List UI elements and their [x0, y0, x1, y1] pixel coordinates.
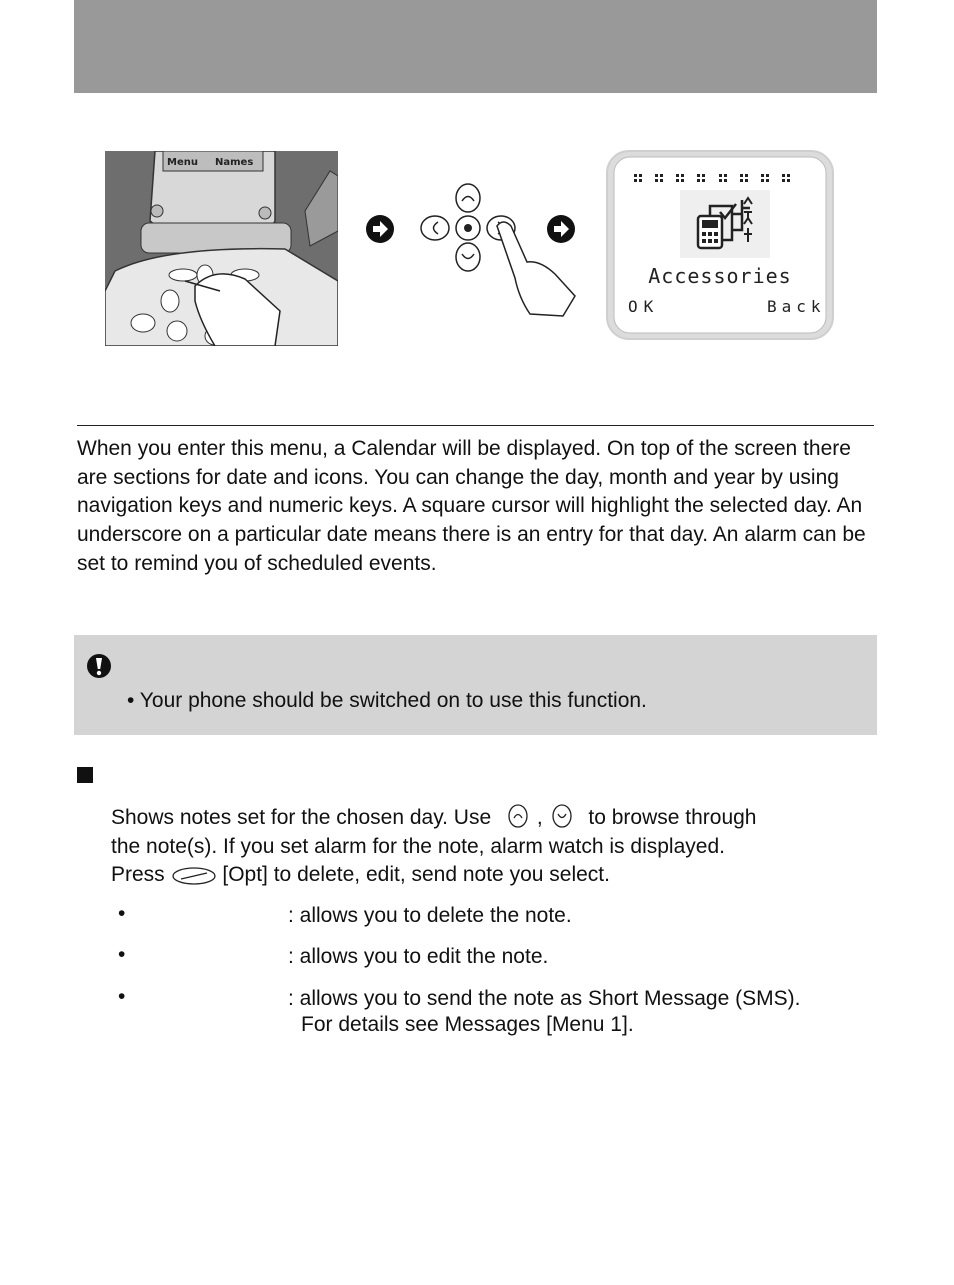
header-band — [74, 0, 877, 93]
option-bullet: • — [118, 902, 126, 925]
caution-icon — [86, 653, 112, 679]
back-softkey-label: Back — [767, 297, 826, 316]
section-square-bullet — [77, 767, 93, 783]
navigation-key-illustration — [415, 178, 580, 318]
down-key-icon — [549, 803, 575, 829]
para-comma: , — [536, 806, 543, 829]
para-line1-end: to browse through — [588, 806, 757, 829]
section-divider — [77, 425, 874, 426]
menu-softkey-text: Menu — [167, 157, 198, 168]
next-arrow-icon — [365, 214, 395, 244]
left-softkey-icon — [171, 865, 217, 887]
accessories-icon — [680, 190, 770, 258]
signal-status-icon — [634, 172, 794, 184]
phone-illustration — [105, 151, 338, 346]
display-menu-label: Accessories — [648, 264, 792, 288]
ok-softkey-label: OK — [628, 297, 660, 316]
send-option-description: : allows you to send the note as Short Message (SMS). — [288, 987, 801, 1010]
option-bullet: • — [118, 943, 126, 966]
edit-option-description: : allows you to edit the note. — [288, 945, 549, 968]
up-key-icon — [505, 803, 531, 829]
para-line2: the note(s). If you set alarm for the note, alarm watch is displayed. — [111, 834, 725, 858]
send-option-detail: For details see Messages [Menu 1]. — [301, 1013, 634, 1036]
note-box — [74, 635, 877, 735]
names-softkey-text: Names — [215, 157, 254, 168]
delete-option-description: : allows you to delete the note. — [288, 904, 572, 927]
para-line1-start: Shows notes set for the chosen day. Use — [111, 806, 492, 829]
note-bullet-text: • Your phone should be switched on to use this function. — [127, 689, 647, 712]
option-bullet: • — [118, 985, 126, 1008]
para-line3-end: [Opt] to delete, edit, send note you select. — [222, 863, 610, 887]
intro-paragraph: When you enter this menu, a Calendar will be displayed. On top of the screen there are sections for date and icons. You can change the day, month and year by using navigation keys and numeric keys. A square cursor will highlight the selected day. An underscore on a particular date means there is an entry for that day. An alarm can be set to remind you of scheduled events. — [77, 437, 866, 575]
section-paragraph — [111, 803, 871, 890]
para-line3-start: Press — [111, 863, 165, 887]
